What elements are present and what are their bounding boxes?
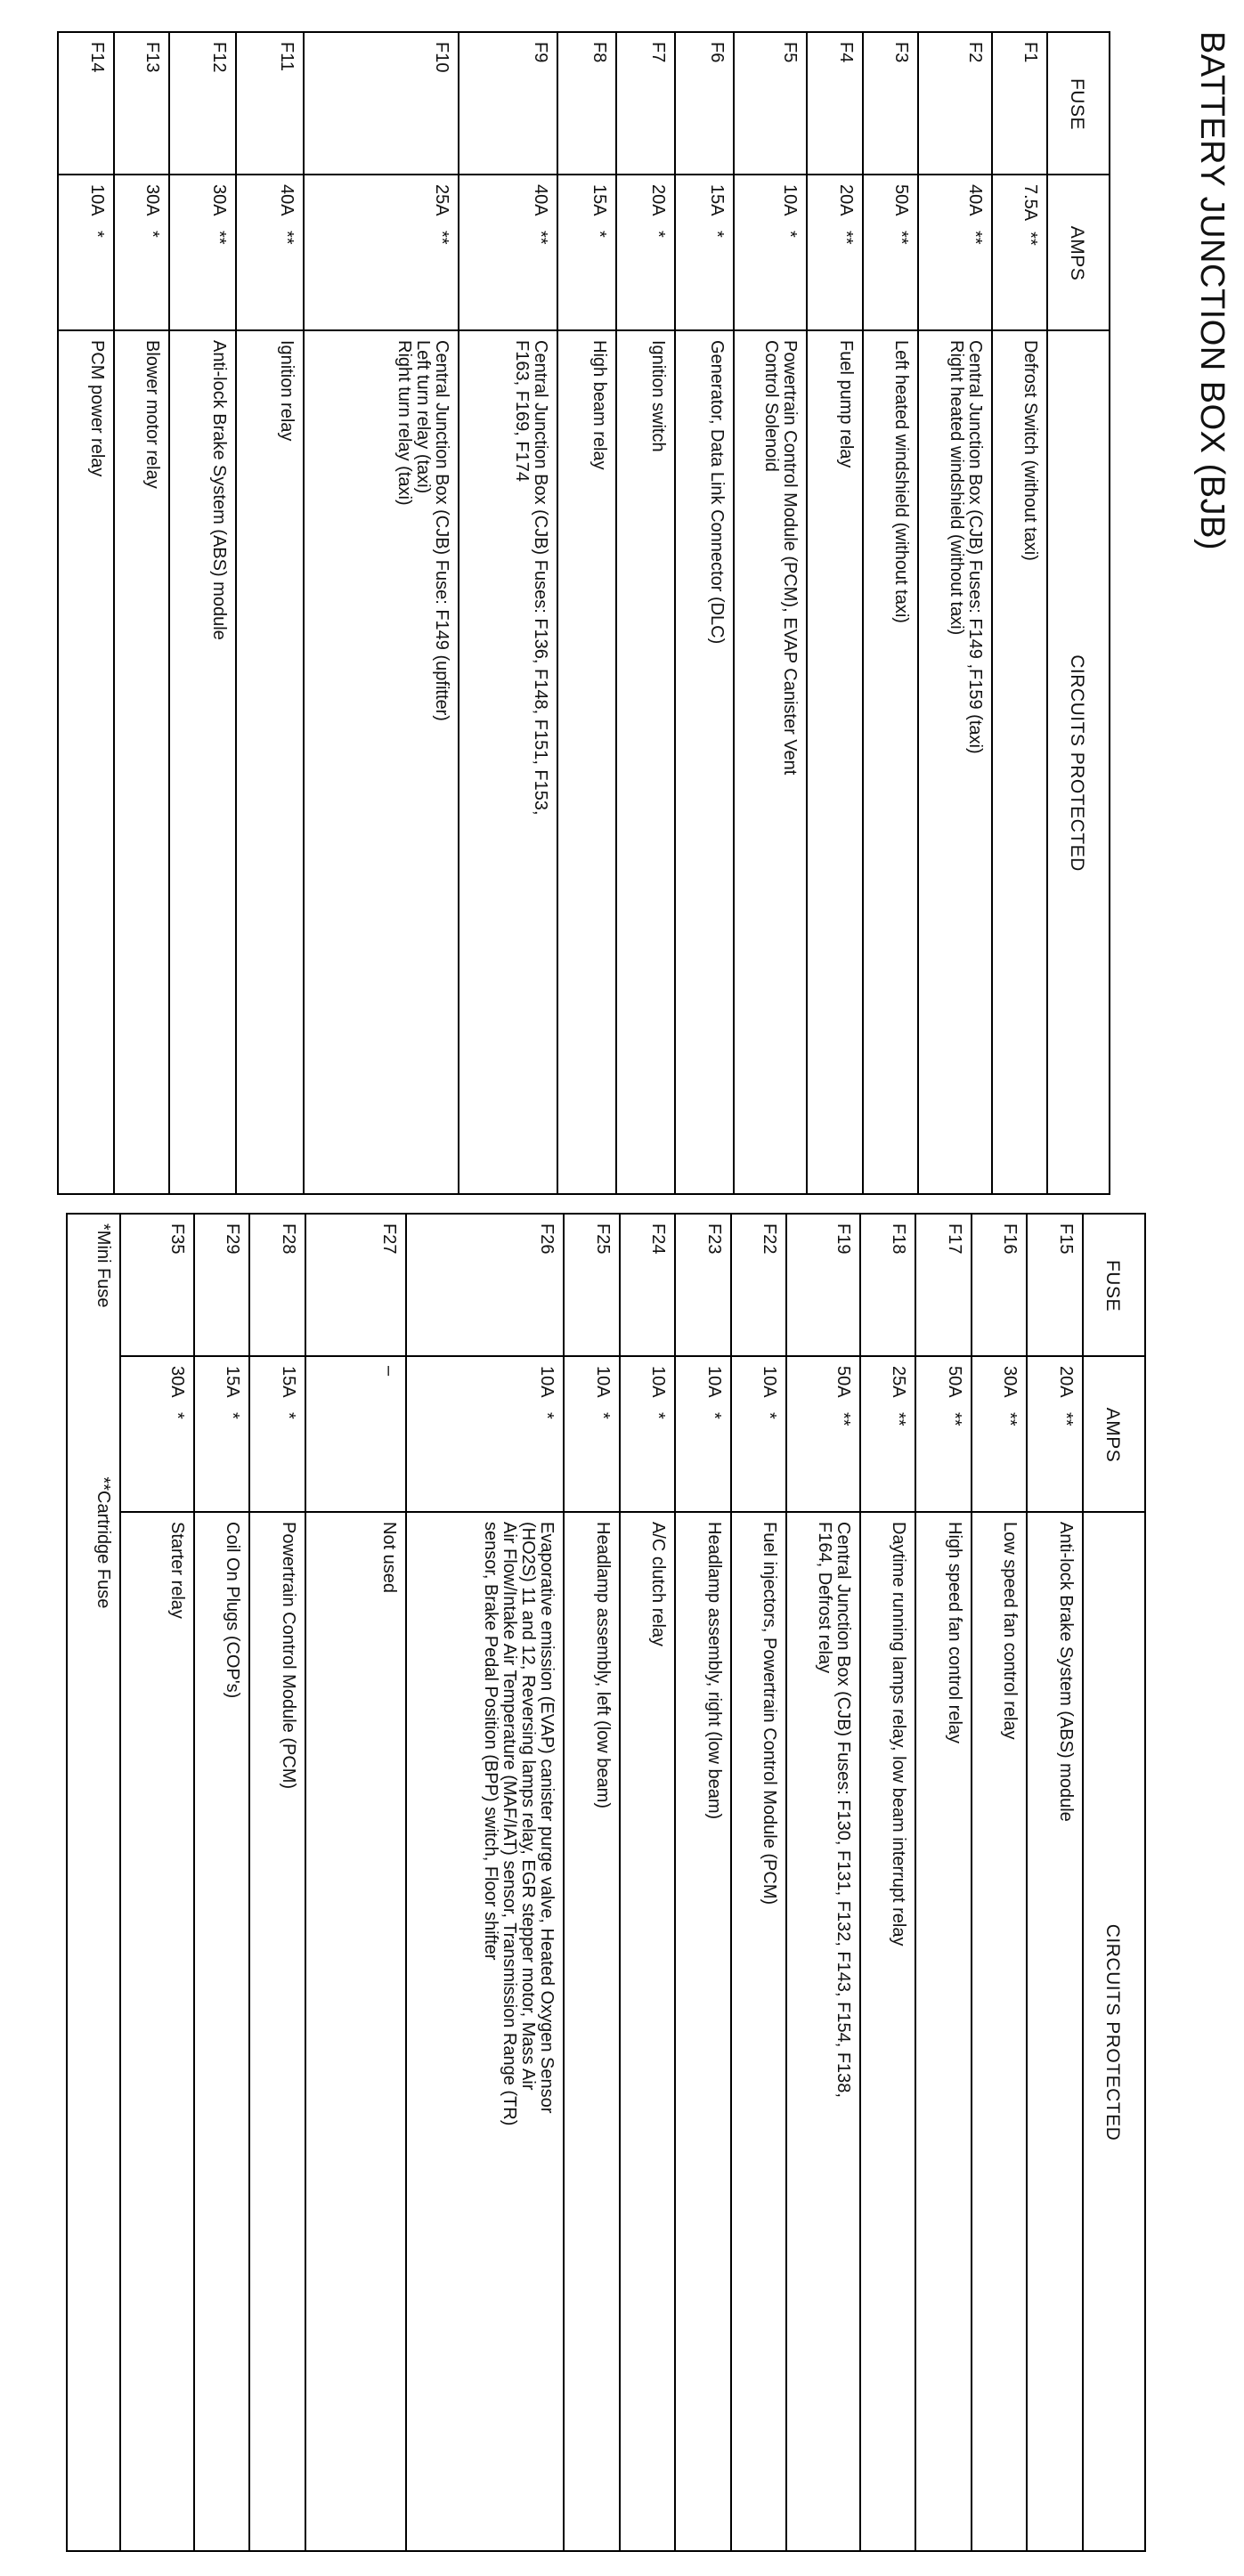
amps-cell (249, 1356, 305, 1512)
header-circuits: CIRCUITS PROTECTED (1083, 1512, 1145, 2551)
fuse-id-cell: F2 (918, 32, 991, 175)
circuits-cell (734, 330, 807, 1194)
circuit-text: Powertrain Control Module (PCM), EVAP Canister Vent (780, 340, 801, 776)
amps-value: 30A (1000, 1366, 1020, 1398)
circuits-cell (918, 330, 991, 1194)
circuit-text: Left turn relay (taxi) (413, 340, 434, 494)
fuse-id-cell: F26 (406, 1214, 564, 1356)
fuse-id-cell: F25 (564, 1214, 620, 1356)
amps-cell (58, 175, 114, 330)
circuit-text: F163, F169, F174 (511, 340, 532, 482)
fuse-type-mark: ** (833, 1412, 853, 1426)
fuse-id-cell: F3 (863, 32, 918, 175)
circuit-text: High beam relay (589, 340, 609, 470)
amps-cell (459, 175, 557, 330)
amps-cell (305, 1356, 406, 1512)
circuit-text: Ignition switch (647, 340, 668, 452)
circuits-cell (406, 1512, 564, 2551)
circuits-cell (249, 1512, 305, 2551)
fuse-type-mark: ** (276, 231, 297, 245)
circuits-cell (972, 1512, 1028, 2551)
fuse-id-cell: F6 (675, 32, 734, 175)
amps-cell (675, 175, 734, 330)
fuse-id-cell: F27 (305, 1214, 406, 1356)
amps-value: 10A (537, 1366, 557, 1398)
circuit-text: Coil On Plugs (COP's) (223, 1522, 243, 1699)
fuse-id-cell: F1 (992, 32, 1047, 175)
fuse-id-cell: F22 (731, 1214, 787, 1356)
circuit-text: Not used (379, 1522, 400, 1594)
circuit-text: Air Flow/Intake Air Temperature (MAF/IAT) sensor, Transmission Range (TR) (500, 1522, 520, 2126)
legend-row (67, 1214, 120, 2551)
fuse-type-mark: * (648, 1412, 669, 1419)
table-row (860, 1214, 916, 2551)
circuits-cell (616, 330, 675, 1194)
amps-cell (564, 1356, 620, 1512)
circuit-text: Headlamp assembly, left (low beam) (592, 1522, 613, 1808)
legend-cell (67, 1214, 120, 2551)
amps-value: 40A (964, 184, 985, 216)
circuit-text: Central Junction Box (CJB) Fuses: F130, F131, F132, F143, F154, F138, (833, 1522, 853, 2098)
table-row (675, 1214, 731, 2551)
circuits-cell (459, 330, 557, 1194)
amps-cell (236, 175, 303, 330)
amps-cell (1027, 1356, 1083, 1512)
circuit-text: Evaporative emission (EVAP) canister purge valve, Heated Oxygen Sensor (537, 1522, 557, 2114)
circuits-cell (860, 1512, 916, 2551)
circuits-cell (807, 330, 862, 1194)
table-row (616, 32, 675, 1194)
fuse-type-mark: ** (891, 231, 912, 245)
table-header-row (1083, 1214, 1145, 2551)
circuits-cell (305, 1512, 406, 2551)
amps-value: 10A (86, 184, 107, 216)
table-row (58, 32, 114, 1194)
fuse-id-cell: F5 (734, 32, 807, 175)
circuits-cell (236, 330, 303, 1194)
fuse-id-cell: F17 (915, 1214, 972, 1356)
circuit-text: Powertrain Control Module (PCM) (278, 1522, 298, 1790)
circuit-text: Headlamp assembly, right (low beam) (703, 1522, 724, 1820)
amps-value: 20A (1056, 1366, 1076, 1398)
table-header-row (1047, 32, 1110, 1194)
fuse-type-mark: * (647, 231, 668, 238)
fuse-type-mark: * (703, 1412, 724, 1419)
circuit-text: Daytime running lamps relay, low beam interrupt relay (889, 1522, 909, 1946)
amps-value: 15A (706, 184, 727, 216)
amps-value: 15A (278, 1366, 298, 1398)
circuits-cell (114, 330, 169, 1194)
amps-value: 40A (276, 184, 297, 216)
amps-cell (675, 1356, 731, 1512)
amps-value: – (379, 1366, 400, 1377)
amps-value: 50A (944, 1366, 964, 1398)
fuse-type-mark: * (167, 1412, 187, 1419)
fuse-type-mark: * (706, 231, 727, 238)
table-row (731, 1214, 787, 2551)
amps-value: 20A (835, 184, 856, 216)
amps-value: 7.5A (1020, 184, 1040, 222)
circuits-cell (731, 1512, 787, 2551)
amps-value: 25A (889, 1366, 909, 1398)
fuse-id-cell: F13 (114, 32, 169, 175)
table-row (807, 32, 862, 1194)
fuse-id-cell: F14 (58, 32, 114, 175)
circuit-text: Central Junction Box (CJB) Fuses: F149 ,F159 (taxi) (964, 340, 985, 754)
table-row (236, 32, 303, 1194)
circuit-text: Anti-lock Brake System (ABS) module (1056, 1522, 1076, 1822)
amps-cell (169, 175, 236, 330)
amps-cell (557, 175, 616, 330)
fuse-id-cell: F16 (972, 1214, 1028, 1356)
circuit-text: Right heated windshield (without taxi) (946, 340, 966, 636)
table-row (557, 32, 616, 1194)
fuse-id-cell: F8 (557, 32, 616, 175)
circuits-cell (915, 1512, 972, 2551)
amps-cell (992, 175, 1047, 330)
fuse-type-mark: ** (432, 231, 452, 245)
amps-value: 15A (223, 1366, 243, 1398)
amps-value: 10A (648, 1366, 669, 1398)
circuit-text: Starter relay (167, 1522, 187, 1619)
table-row (120, 1214, 194, 2551)
amps-value: 20A (647, 184, 668, 216)
header-amps: AMPS (1047, 175, 1110, 330)
circuit-text: Central Junction Box (CJB) Fuse: F149 (upfitter) (432, 340, 452, 721)
circuit-text: A/C clutch relay (648, 1522, 669, 1647)
table-row (169, 32, 236, 1194)
amps-cell (304, 175, 459, 330)
circuit-text: Blower motor relay (142, 340, 162, 489)
fuse-type-mark: * (278, 1412, 298, 1419)
fuse-type-mark: ** (889, 1412, 909, 1426)
header-amps: AMPS (1083, 1356, 1145, 1512)
fuse-type-mark: * (537, 1412, 557, 1419)
fuse-id-cell: F10 (304, 32, 459, 175)
fuse-type-mark: ** (944, 1412, 964, 1426)
amps-value: 10A (780, 184, 801, 216)
table-row (564, 1214, 620, 2551)
circuit-text: Anti-lock Brake System (ABS) module (209, 340, 230, 640)
fuse-id-cell: F23 (675, 1214, 731, 1356)
table-row (459, 32, 557, 1194)
table-row (915, 1214, 972, 2551)
circuits-cell (557, 330, 616, 1194)
fuse-type-mark: * (589, 231, 609, 238)
table-row (786, 1214, 860, 2551)
amps-cell (406, 1356, 564, 1512)
amps-cell (915, 1356, 972, 1512)
amps-cell (734, 175, 807, 330)
fuse-id-cell: F18 (860, 1214, 916, 1356)
fuse-type-mark: * (780, 231, 801, 238)
amps-cell (863, 175, 918, 330)
fuse-type-mark: ** (209, 231, 230, 245)
amps-value: 25A (432, 184, 452, 216)
amps-value: 50A (891, 184, 912, 216)
amps-value: 50A (833, 1366, 853, 1398)
fuse-type-mark: * (760, 1412, 780, 1419)
page-title: BATTERY JUNCTION BOX (BJB) (1193, 31, 1231, 551)
circuit-text: (HO2S) 11 and 12, Reversing lamps relay, EGR stepper motor, Mass Air (518, 1522, 539, 2091)
fuse-id-cell: F12 (169, 32, 236, 175)
circuit-text: Defrost Switch (without taxi) (1020, 340, 1040, 561)
amps-cell (194, 1356, 250, 1512)
fuse-table-left (57, 31, 1110, 1195)
fuse-type-mark: ** (964, 231, 985, 245)
circuit-text: Low speed fan control relay (1000, 1522, 1020, 1740)
circuits-cell (620, 1512, 676, 2551)
amps-value: 10A (592, 1366, 613, 1398)
circuits-cell (564, 1512, 620, 2551)
fuse-id-cell: F29 (194, 1214, 250, 1356)
fuse-type-mark: * (86, 231, 107, 238)
amps-cell (616, 175, 675, 330)
amps-cell (918, 175, 991, 330)
fuse-id-cell: F4 (807, 32, 862, 175)
amps-value: 15A (589, 184, 609, 216)
fuse-type-mark: ** (530, 231, 550, 245)
circuit-text: Fuel injectors, Powertrain Control Module (PCM) (760, 1522, 780, 1906)
table-row (992, 32, 1047, 1194)
circuit-text: Generator, Data Link Connector (DLC) (706, 340, 727, 645)
circuits-cell (58, 330, 114, 1194)
fuse-id-cell: F11 (236, 32, 303, 175)
circuit-text: F164, Defrost relay (814, 1522, 834, 1674)
amps-value: 30A (167, 1366, 187, 1398)
table-row (249, 1214, 305, 2551)
fuse-id-cell: F15 (1027, 1214, 1083, 1356)
fuse-type-mark: ** (835, 231, 856, 245)
table-row (734, 32, 807, 1194)
amps-value: 40A (530, 184, 550, 216)
fuse-id-cell: F35 (120, 1214, 194, 1356)
fuse-type-mark: * (142, 231, 162, 238)
circuits-cell (675, 1512, 731, 2551)
circuit-text: sensor, Brake Pedal Position (BPP) switch, Floor shifter (481, 1522, 501, 1961)
amps-cell (114, 175, 169, 330)
amps-value: 10A (703, 1366, 724, 1398)
fuse-type-mark: * (223, 1412, 243, 1419)
legend-mini-fuse: *Mini Fuse (94, 1223, 113, 1308)
header-circuits: CIRCUITS PROTECTED (1047, 330, 1110, 1194)
circuit-text: Control Solenoid (761, 340, 782, 472)
table-row (863, 32, 918, 1194)
amps-value: 10A (760, 1366, 780, 1398)
table-row (305, 1214, 406, 2551)
circuit-text: PCM power relay (86, 340, 107, 477)
amps-cell (786, 1356, 860, 1512)
circuit-text: Fuel pump relay (835, 340, 856, 468)
table-row (406, 1214, 564, 2551)
legend-cartridge-fuse: **Cartridge Fuse (94, 1476, 113, 1609)
fuse-id-cell: F7 (616, 32, 675, 175)
table-row (114, 32, 169, 1194)
fuse-type-mark: ** (1000, 1412, 1020, 1426)
amps-cell (972, 1356, 1028, 1512)
table-row (194, 1214, 250, 2551)
circuit-text: Left heated windshield (without taxi) (891, 340, 912, 623)
fuse-type-mark: * (592, 1412, 613, 1419)
circuits-cell (304, 330, 459, 1194)
table-row (304, 32, 459, 1194)
header-fuse: FUSE (1047, 32, 1110, 175)
table-row (1027, 1214, 1083, 2551)
circuits-cell (863, 330, 918, 1194)
circuits-cell (786, 1512, 860, 2551)
circuit-text: Right turn relay (taxi) (394, 340, 415, 506)
fuse-id-cell: F24 (620, 1214, 676, 1356)
amps-cell (120, 1356, 194, 1512)
fuse-type-mark: ** (1020, 232, 1040, 246)
circuits-cell (1027, 1512, 1083, 2551)
table-row (972, 1214, 1028, 2551)
circuits-cell (992, 330, 1047, 1194)
amps-cell (620, 1356, 676, 1512)
fuse-id-cell: F9 (459, 32, 557, 175)
circuits-cell (120, 1512, 194, 2551)
table-row (918, 32, 991, 1194)
circuit-text: Ignition relay (276, 340, 297, 442)
table-row (620, 1214, 676, 2551)
amps-cell (860, 1356, 916, 1512)
amps-cell (807, 175, 862, 330)
circuits-cell (169, 330, 236, 1194)
circuit-text: High speed fan control relay (944, 1522, 964, 1744)
fuse-table-right (66, 1213, 1146, 2552)
amps-value: 30A (209, 184, 230, 216)
amps-cell (731, 1356, 787, 1512)
fuse-type-mark: ** (1056, 1412, 1076, 1426)
circuit-text: Central Junction Box (CJB) Fuses: F136, F148, F151, F153, (530, 340, 550, 816)
circuits-cell (194, 1512, 250, 2551)
header-fuse: FUSE (1083, 1214, 1145, 1356)
fuse-id-cell: F19 (786, 1214, 860, 1356)
table-row (675, 32, 734, 1194)
fuse-id-cell: F28 (249, 1214, 305, 1356)
amps-value: 30A (142, 184, 162, 216)
circuits-cell (675, 330, 734, 1194)
